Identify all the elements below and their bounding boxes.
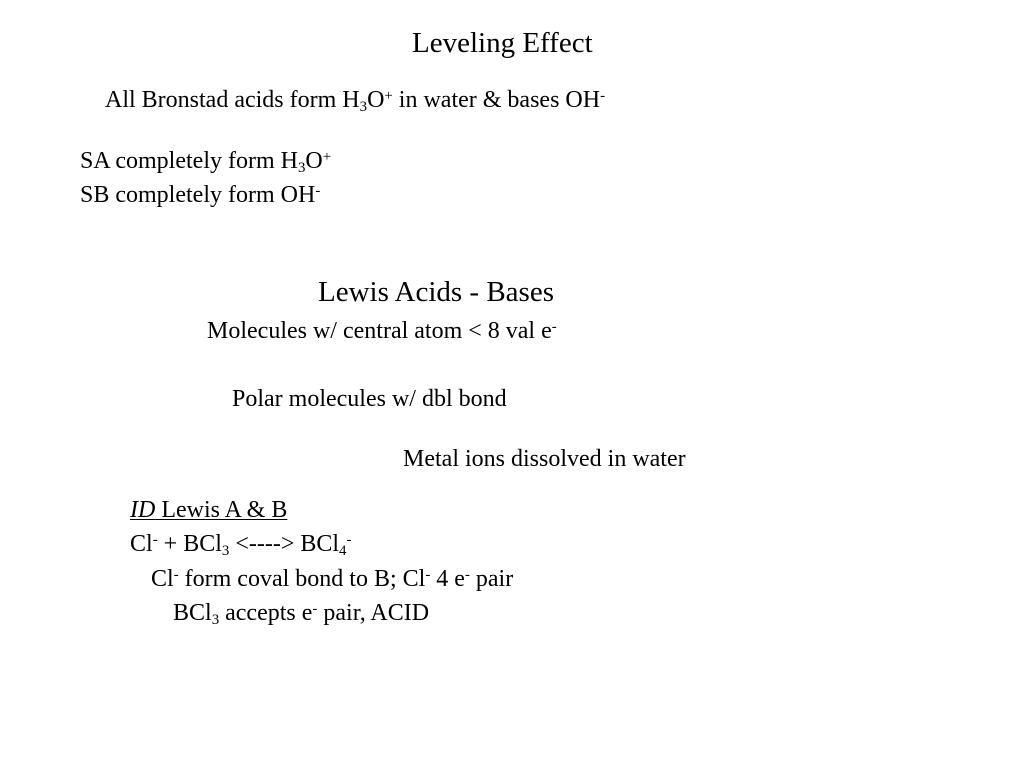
lewis-title-text: Lewis Acids - Bases bbox=[318, 276, 554, 308]
sa-line bbox=[80, 148, 332, 177]
coval-sup-minus-3: - bbox=[464, 566, 470, 583]
polar-line bbox=[232, 387, 507, 411]
reaction-text-a: Cl bbox=[130, 531, 153, 557]
molecules-line bbox=[207, 319, 557, 343]
sb-text-a: SB completely form OH bbox=[80, 182, 316, 208]
id-lewis-line bbox=[130, 498, 287, 522]
bronstad-line bbox=[105, 87, 606, 116]
polar-text: Polar molecules w/ dbl bond bbox=[232, 386, 507, 412]
sa-sub-3: 3 bbox=[297, 160, 306, 177]
bronstad-sup-minus: - bbox=[600, 87, 606, 104]
sa-text-a: SA completely form H bbox=[80, 148, 298, 174]
coval-text-c: 4 e bbox=[430, 566, 465, 592]
accepts-line bbox=[173, 600, 430, 629]
slide-title-text: Leveling Effect bbox=[412, 27, 593, 59]
bronstad-text-b: O bbox=[367, 87, 385, 113]
accepts-text-a: BCl bbox=[173, 600, 212, 626]
id-rest-text: Lewis A & B bbox=[155, 497, 288, 523]
coval-sup-minus-2: - bbox=[425, 566, 431, 583]
bronstad-text-c: in water & bases OH bbox=[392, 87, 601, 113]
reaction-text-c: <----> BCl bbox=[229, 531, 340, 557]
coval-text-d: pair bbox=[469, 566, 514, 592]
sa-sup-plus: + bbox=[322, 148, 332, 165]
sb-line bbox=[80, 183, 320, 207]
bronstad-sup-plus: + bbox=[384, 87, 393, 104]
coval-line bbox=[151, 567, 513, 591]
lewis-title bbox=[318, 278, 554, 307]
molecules-text: Molecules w/ central atom < 8 val e bbox=[207, 318, 552, 344]
accepts-text-c: pair, ACID bbox=[317, 600, 430, 626]
sb-sup-minus: - bbox=[315, 182, 321, 199]
reaction-sup-minus-2: - bbox=[346, 531, 352, 548]
coval-text-b: form coval bond to B; Cl bbox=[178, 566, 426, 592]
reaction-line bbox=[130, 531, 352, 560]
accepts-text-b: accepts e bbox=[219, 600, 313, 626]
sa-text-b: O bbox=[305, 148, 323, 174]
molecules-sup-minus: - bbox=[551, 318, 557, 335]
reaction-sup-minus-1: - bbox=[152, 531, 158, 548]
accepts-sub-3: 3 bbox=[211, 612, 220, 629]
reaction-text-b: + BCl bbox=[157, 531, 222, 557]
bronstad-sub-3: 3 bbox=[359, 99, 368, 116]
id-italic-text: ID bbox=[130, 497, 156, 523]
accepts-sup-minus: - bbox=[312, 600, 318, 617]
metal-text: Metal ions dissolved in water bbox=[403, 446, 686, 472]
reaction-sub-4: 4 bbox=[339, 543, 347, 560]
bronstad-text-a: All Bronstad acids form H bbox=[105, 87, 360, 113]
slide-title bbox=[412, 29, 593, 58]
reaction-sub-3: 3 bbox=[221, 543, 230, 560]
coval-sup-minus-1: - bbox=[173, 566, 179, 583]
metal-line bbox=[403, 447, 686, 471]
coval-text-a: Cl bbox=[151, 566, 174, 592]
